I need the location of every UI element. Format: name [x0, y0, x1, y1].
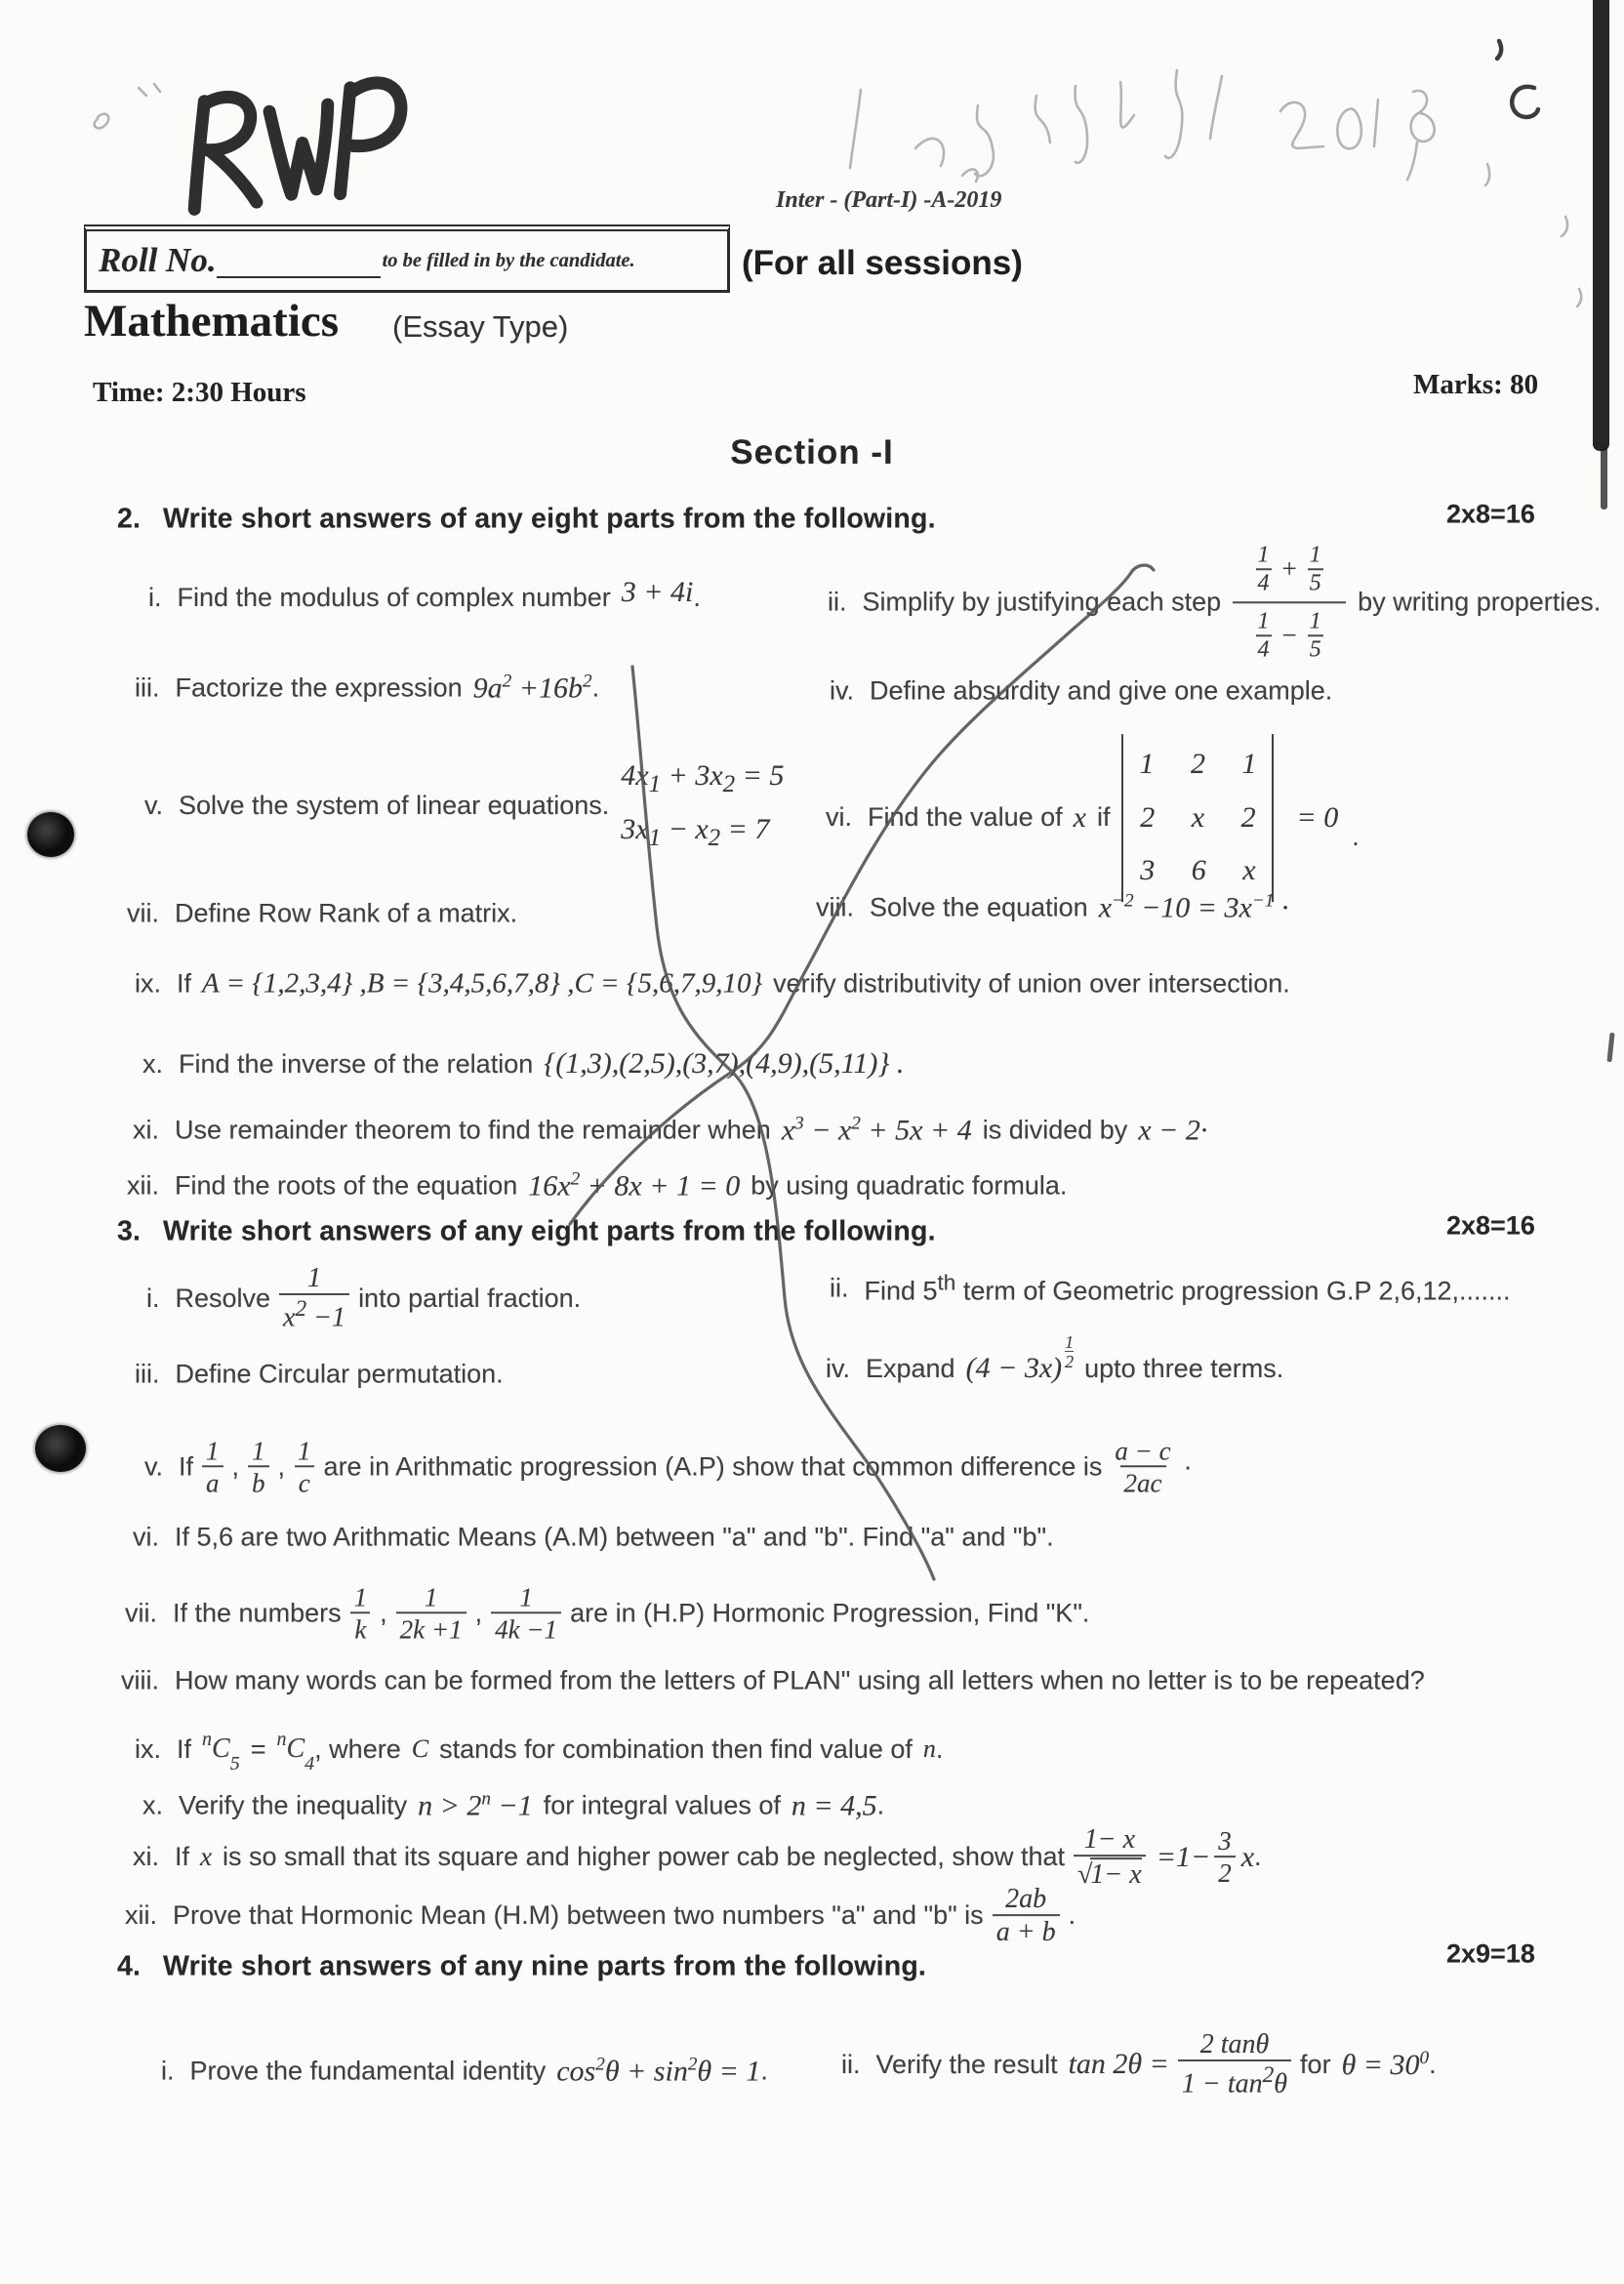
values: n = 4,5: [791, 1789, 877, 1821]
q2-part-x: [142, 1047, 904, 1081]
identity: $\cos^2\theta + \sin^2\theta = 1$: [556, 2054, 761, 2088]
exponent-denominator: 2: [1065, 1352, 1075, 1371]
part-text: If: [177, 1733, 192, 1764]
q2-part-xi: [133, 1114, 1207, 1148]
q2-part-ii: [828, 542, 1601, 663]
numerator: a − c: [1115, 1436, 1171, 1466]
part-label: viii.: [816, 892, 854, 922]
roll-no-box: [84, 224, 730, 293]
q3-part-vi: [133, 1523, 1054, 1553]
part-label: iv.: [830, 675, 854, 706]
theta-value: $\theta = 30^0$: [1341, 2047, 1430, 2081]
mini-fraction: [1254, 542, 1274, 596]
numerator: 1: [353, 1582, 368, 1612]
numerator: 1: [1309, 542, 1321, 568]
numerator: 1: [206, 1436, 220, 1466]
denominator: a + b: [993, 1915, 1060, 1948]
section-title: Section -I: [730, 433, 894, 471]
q2-part-vi: [826, 734, 1360, 902]
denominator: 5: [1309, 570, 1321, 596]
radical-fraction: [1074, 1824, 1146, 1891]
numerator: 3: [1218, 1826, 1232, 1856]
part-text: Define Row Rank of a matrix.: [175, 898, 518, 928]
quadratic-equation: $16x^2 + 8x + 1 = 0$: [528, 1168, 741, 1203]
part-label: viii.: [121, 1665, 159, 1695]
part-text: Verify the inequality: [179, 1790, 408, 1820]
part-text: If: [175, 1842, 190, 1872]
part-label: vi.: [826, 802, 852, 833]
part-text: are in Arithmatic progression (A.P) show that common difference is: [323, 1451, 1103, 1482]
combination-c: C: [212, 1733, 230, 1764]
part-text: If 5,6 are two Arithmatic Means (A.M) between "a" and "b". Find "a" and "b".: [175, 1522, 1054, 1552]
fraction: [1178, 2029, 1291, 2100]
q3-part-xii: [125, 1884, 1076, 1948]
part-text: , where: [314, 1733, 401, 1764]
set-definitions: A = {1,2,3,4} ,B = {3,4,5,6,7,8} ,C = {5,6,7,9,10}: [202, 967, 763, 999]
part-text: Resolve: [175, 1283, 271, 1313]
part-end: .: [1068, 1900, 1076, 1931]
fraction: [993, 1884, 1060, 1948]
numerator: 1: [307, 1262, 322, 1293]
part-text-after: verify distributivity of union over intersection.: [773, 968, 1290, 999]
denominator: 4: [1257, 635, 1270, 662]
comma: ,: [380, 1598, 387, 1628]
subscript: 4: [304, 1753, 315, 1774]
part-end: .: [1352, 822, 1360, 852]
fraction-numerator-row: [1254, 542, 1325, 596]
question-4-number: 4.: [117, 1950, 142, 1982]
part-label: v.: [144, 1451, 163, 1482]
q2-part-viii: [816, 891, 1288, 925]
part-text: Prove the fundamental identity: [189, 2056, 547, 2086]
part-text: stands for combination then find value of: [439, 1733, 913, 1764]
question-2-marks: 2x8=16: [1446, 499, 1535, 529]
part-text-after: into partial fraction.: [358, 1283, 582, 1313]
fraction: [1111, 1436, 1174, 1497]
operator: +: [1281, 553, 1297, 584]
part-label: iii.: [135, 673, 160, 703]
part-label: ix.: [135, 1733, 161, 1764]
part-label: i.: [148, 582, 162, 612]
total-marks: Marks: 80: [1413, 369, 1539, 400]
fraction-denominator-row: [1254, 608, 1325, 663]
roll-no-blank-line: [217, 243, 381, 278]
scan-edge-tail: [1601, 447, 1607, 510]
exponent-fraction: [1065, 1333, 1074, 1370]
equation-lhs: tan 2θ =: [1068, 2047, 1169, 2080]
part-text: Solve the equation: [870, 892, 1088, 922]
operator: −: [1281, 620, 1297, 650]
determinant-row: 3 6 x: [1140, 854, 1256, 887]
q3-part-vii: [125, 1582, 1089, 1644]
equals: =: [250, 1733, 266, 1764]
scan-edge-strip: [1593, 0, 1609, 451]
part-text-after: by using quadratic formula.: [751, 1170, 1068, 1201]
denominator: k: [350, 1612, 370, 1645]
inequality: $n > 2^n -1$: [418, 1788, 533, 1822]
equals-expression: =1−: [1156, 1841, 1211, 1873]
part-text: is divided by: [982, 1115, 1128, 1145]
part-label: x.: [142, 1790, 164, 1820]
q2-part-iii: [135, 672, 599, 706]
superscript-n: n: [276, 1729, 287, 1750]
fraction: [294, 1436, 315, 1497]
comma: ,: [277, 1451, 286, 1482]
denominator: 2: [1214, 1856, 1236, 1889]
numerator: 1: [252, 1436, 265, 1466]
q2-part-i: [148, 576, 701, 614]
part-text: for: [1300, 2049, 1331, 2079]
roll-no-label: Roll No.: [99, 241, 217, 279]
variable-x: x: [1073, 801, 1086, 834]
denominator: 5: [1309, 635, 1321, 662]
denominator: 4: [1257, 570, 1270, 596]
q3-part-ii: [830, 1271, 1511, 1307]
part-text: If the numbers: [173, 1598, 342, 1628]
radical-sign: √: [1077, 1859, 1093, 1891]
denominator: 2ac: [1120, 1466, 1166, 1498]
numerator: 2ab: [1005, 1884, 1047, 1915]
q3-part-xi: [133, 1824, 1262, 1891]
q3-part-i: [146, 1263, 581, 1333]
denominator: 4k −1: [491, 1612, 561, 1645]
question-3-heading: [117, 1216, 936, 1248]
determinant: [1121, 734, 1274, 902]
part-label: ii.: [841, 2049, 861, 2079]
part-label: ii.: [830, 1273, 849, 1303]
denominator: b: [248, 1466, 269, 1498]
combination-left: [202, 1729, 240, 1774]
part-text: Find the inverse of the relation: [179, 1048, 534, 1079]
fraction: [202, 1436, 223, 1497]
part-label: ix.: [135, 968, 161, 999]
part-label: i.: [161, 2056, 175, 2086]
q3-part-viii: [121, 1666, 1425, 1696]
part-label: vii.: [127, 898, 159, 928]
part-text: is so small that its square and higher power cab be neglected, show that: [223, 1842, 1065, 1872]
part-label: vi.: [133, 1522, 159, 1552]
variable-x: x: [200, 1842, 212, 1872]
variable-c: C: [411, 1734, 429, 1763]
part-text: for integral values of: [543, 1790, 781, 1820]
part-label: iii.: [135, 1359, 160, 1389]
equation-2: $3x_1 - x_2 = 7$: [621, 813, 770, 851]
mini-fraction: [1306, 608, 1325, 663]
part-text: Find the modulus of complex number: [177, 582, 611, 612]
fraction-bar: [1233, 601, 1346, 603]
fraction: [248, 1436, 269, 1497]
part-end: .: [1429, 2049, 1437, 2079]
subject-title: Mathematics: [84, 296, 340, 347]
q3-part-x: [142, 1789, 884, 1823]
part-text: If: [179, 1451, 194, 1482]
part-text: Find the value of: [868, 802, 1063, 833]
math-expression: $x^{-2} -10 = 3x^{-1}$ ·: [1098, 890, 1289, 924]
denominator: [1074, 1856, 1146, 1891]
numerator: 1: [1257, 542, 1270, 568]
q3-part-v: [144, 1436, 1193, 1497]
q3-part-iv: [826, 1332, 1284, 1387]
part-end: .: [876, 1790, 885, 1820]
part-end: ·: [1183, 1451, 1193, 1482]
denominator: c: [295, 1466, 314, 1498]
question-4-marks: 2x9=18: [1446, 1938, 1535, 1969]
part-end: .: [760, 2056, 768, 2086]
equation-1: $4x_1 + 3x_2 = 5$: [621, 759, 785, 797]
combination-c: C: [286, 1733, 305, 1764]
determinant-row: 2 x 2: [1140, 800, 1256, 834]
numerator: 1: [298, 1436, 311, 1466]
relation-set: {(1,3),(2,5),(3,7),(4,9),(5,11)} .: [544, 1047, 905, 1080]
fraction: [1214, 1826, 1236, 1888]
part-text: Find the roots of the equation: [175, 1170, 518, 1201]
part-text: Solve the system of linear equations.: [179, 790, 610, 820]
part-label: i.: [146, 1283, 160, 1313]
combination-right: [276, 1729, 315, 1774]
part-end: .: [935, 1733, 944, 1764]
subscript: 5: [229, 1753, 240, 1774]
variable-n: n: [922, 1734, 936, 1763]
q4-part-i: [161, 2055, 768, 2089]
time-allowed: Time: 2:30 Hours: [93, 377, 306, 408]
fraction: [396, 1582, 467, 1644]
equation-system: [621, 752, 784, 859]
part-label: v.: [144, 790, 163, 820]
divisor: x − 2·: [1138, 1114, 1208, 1146]
q2-part-vii: [127, 899, 517, 929]
binomial-base: (4 − 3x): [965, 1352, 1063, 1384]
comma: ,: [231, 1451, 240, 1482]
question-3-number: 3.: [117, 1215, 142, 1247]
numerator: 1: [424, 1582, 438, 1612]
part-text-after: are in (H.P) Hormonic Progression, Find "K".: [570, 1598, 1090, 1628]
part-end: .: [693, 582, 701, 612]
question-2-heading: [117, 504, 936, 536]
equals-zero: = 0: [1296, 801, 1339, 834]
part-label: iv.: [826, 1353, 850, 1383]
radicand: 1− x: [1090, 1859, 1142, 1891]
part-text-after: by writing properties.: [1358, 587, 1602, 617]
polynomial: $x^3 - x^2 + 5x + 4$: [781, 1113, 972, 1147]
mini-fraction: [1254, 608, 1274, 663]
comma: ,: [474, 1598, 483, 1628]
q2-part-xii: [127, 1169, 1067, 1203]
question-4-title: Write short answers of any nine parts from the following.: [163, 1950, 927, 1982]
part-text: How many words can be formed from the letters of PLAN" using all letters when no letter is to be repeated?: [175, 1665, 1425, 1695]
part-text: Prove that Hormonic Mean (H.M) between two numbers "a" and "b" is: [173, 1900, 984, 1931]
numerator: 2 tanθ: [1199, 2028, 1270, 2060]
rwp-logo: [146, 49, 478, 244]
numerator: 1: [519, 1582, 533, 1612]
denominator: $1 - \tan^2\theta$: [1178, 2060, 1291, 2100]
question-4-heading: [117, 1951, 926, 1983]
compound-fraction: [1233, 542, 1346, 663]
question-2-number: 2.: [117, 503, 142, 535]
question-3-title: Write short answers of any eight parts from the following.: [163, 1215, 936, 1247]
question-3-marks: 2x8=16: [1446, 1210, 1535, 1241]
part-end: .: [591, 673, 600, 703]
q3-part-ix: [135, 1729, 944, 1774]
hole-punch-bottom: [35, 1425, 86, 1472]
mini-fraction: [1306, 542, 1325, 596]
denominator: $x^2 -1$: [279, 1293, 349, 1333]
part-text: Find 5th term of Geometric progression G.P 2,6,12,.......: [864, 1270, 1511, 1306]
part-label: vii.: [125, 1598, 157, 1628]
hole-punch-top: [27, 812, 74, 857]
part-label: xi.: [133, 1842, 159, 1872]
part-text-after: upto three terms.: [1084, 1353, 1284, 1383]
exam-reference: Inter - (Part-I) -A-2019: [776, 187, 1002, 213]
q4-part-ii: [841, 2029, 1437, 2100]
part-label: x.: [142, 1048, 164, 1079]
q2-part-iv: [830, 676, 1332, 707]
part-text: Expand: [866, 1353, 955, 1383]
fraction: [279, 1263, 349, 1333]
math-expression: 3 + 4i: [621, 576, 694, 608]
numerator: 1− x: [1083, 1824, 1136, 1856]
roll-no-note: to be filled in by the candidate.: [382, 249, 635, 271]
part-text: Use remainder theorem to find the remainder when: [175, 1115, 771, 1145]
fraction: [350, 1582, 372, 1644]
part-label: xii.: [125, 1900, 157, 1931]
numerator: 1: [1257, 608, 1270, 633]
part-text: Factorize the expression: [175, 673, 463, 703]
part-label: xi.: [133, 1115, 159, 1145]
q2-part-ix: [135, 968, 1290, 1000]
determinant-row: 1 2 1: [1139, 748, 1257, 781]
denominator: 2k +1: [396, 1612, 467, 1645]
sessions-note: (For all sessions): [742, 244, 1023, 282]
part-text: Verify the result: [875, 2049, 1058, 2079]
part-text: If: [177, 968, 192, 999]
part-label: ii.: [828, 587, 847, 617]
q2-part-v: [144, 752, 784, 859]
fraction: [491, 1582, 561, 1644]
question-2-title: Write short answers of any eight parts from the following.: [163, 503, 936, 535]
numerator: 1: [1309, 608, 1321, 633]
superscript-n: n: [202, 1729, 213, 1750]
scan-edge-mark: [1606, 1033, 1614, 1062]
part-text: if: [1096, 802, 1111, 833]
exponent-numerator: 1: [1065, 1332, 1075, 1352]
denominator: a: [202, 1466, 223, 1498]
math-expression: $9a^2 +16b^2$: [472, 671, 592, 705]
variable-x: x: [1240, 1841, 1255, 1873]
part-end: .: [1254, 1842, 1262, 1872]
part-text: Define absurdity and give one example.: [870, 675, 1333, 706]
paper-type: (Essay Type): [392, 309, 569, 344]
part-text: Define Circular permutation.: [175, 1359, 504, 1389]
part-label: xii.: [127, 1170, 159, 1201]
q3-part-iii: [135, 1360, 504, 1390]
part-text: Simplify by justifying each step: [862, 587, 1222, 617]
